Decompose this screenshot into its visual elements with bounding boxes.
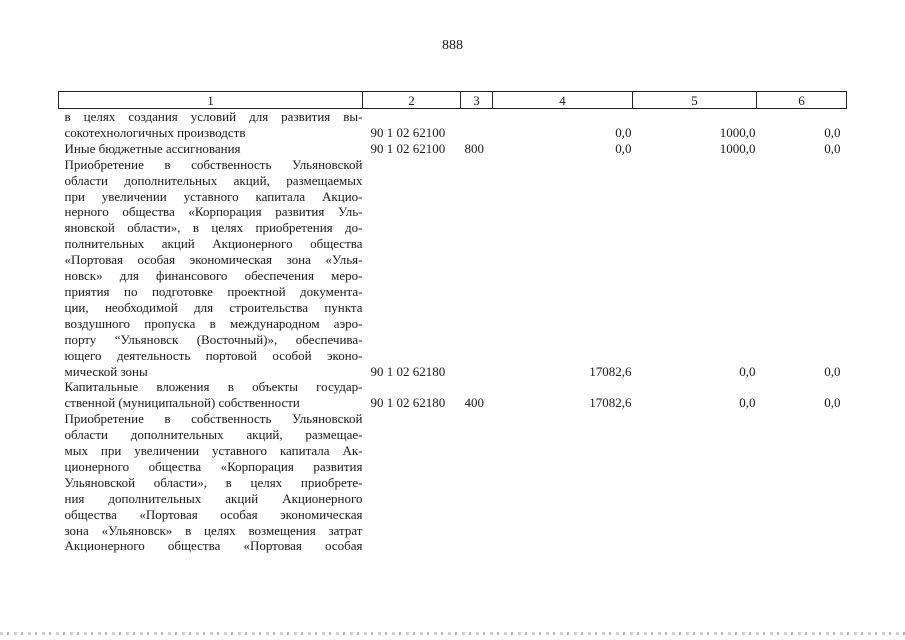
amount-col-5: 0,0 bbox=[739, 363, 756, 379]
row-description bbox=[59, 109, 363, 141]
header-col-6: 6 bbox=[757, 92, 847, 109]
row-description bbox=[59, 157, 363, 380]
target-article-code: 90 1 02 62100 bbox=[370, 124, 446, 140]
amount-col-4: 17082,6 bbox=[589, 395, 632, 411]
table-row bbox=[59, 141, 847, 157]
target-article-code bbox=[363, 411, 461, 554]
description-line: зона «Ульяновск» в целях возмещения затрат bbox=[64, 522, 363, 538]
header-col-3: 3 bbox=[461, 92, 493, 109]
amount-col-5: 1000,0 bbox=[719, 124, 756, 140]
target-article-code: 90 1 02 62180 bbox=[370, 395, 446, 411]
page-number: 888 bbox=[442, 38, 463, 53]
description-line: ющего деятельность портовой особой эконо- bbox=[64, 347, 363, 363]
description-line: новск» для финансового обеспечения меро- bbox=[64, 268, 363, 284]
description-line: Приобретение в собственность Ульяновской bbox=[64, 411, 363, 427]
description-line: ния дополнительных акций Акционерного bbox=[64, 490, 363, 506]
description-line: области дополнительных акций, размещаемых bbox=[64, 172, 363, 188]
row-description bbox=[59, 411, 363, 554]
description-line: воздушного пропуска в международном аэро- bbox=[64, 315, 363, 331]
description-line: Ульяновской области», в целях приобрете- bbox=[64, 474, 363, 490]
amount-col-5 bbox=[633, 411, 757, 554]
expense-type-code bbox=[461, 109, 493, 141]
expense-type-code bbox=[461, 411, 493, 554]
description-line: при увеличении уставного капитала Акцио- bbox=[64, 188, 363, 204]
amount-col-6: 0,0 bbox=[824, 363, 841, 379]
description-line: мых при увеличении уставного капитала Ак- bbox=[64, 443, 363, 459]
header-col-4: 4 bbox=[493, 92, 633, 109]
expense-type-code bbox=[461, 157, 493, 380]
description-line: Капитальные вложения в объекты государ- bbox=[64, 379, 363, 395]
row-description bbox=[59, 379, 363, 411]
target-article-code: 90 1 02 62100 bbox=[370, 140, 446, 156]
description-line: ции, необходимой для строительства пункта bbox=[64, 299, 363, 315]
header-col-5: 5 bbox=[633, 92, 757, 109]
amount-col-6 bbox=[757, 411, 847, 554]
description-line: ственной (муниципальной) собственности bbox=[64, 395, 300, 411]
expense-type-code: 800 bbox=[464, 140, 484, 156]
scan-artifact-line bbox=[0, 632, 905, 635]
description-line: порту “Ульяновск (Восточный)», обеспечива- bbox=[64, 331, 363, 347]
expense-type-code: 400 bbox=[464, 395, 484, 411]
description-line: приятия по подготовке проектной документа- bbox=[64, 283, 363, 299]
description-line: в целях создания условий для развития вы- bbox=[64, 109, 363, 124]
description-line: сокотехнологичных производств bbox=[64, 124, 246, 140]
amount-col-5: 0,0 bbox=[739, 395, 756, 411]
description-line: Акционерного общества «Портовая особая bbox=[64, 538, 363, 554]
description-line: нерного общества «Корпорация развития Уль- bbox=[64, 204, 363, 220]
amount-col-6: 0,0 bbox=[824, 124, 841, 140]
header-row bbox=[59, 92, 847, 109]
description-line: ционерного общества «Корпорация развития bbox=[64, 458, 363, 474]
description-line: полнительных акций Акционерного общества bbox=[64, 236, 363, 252]
header-col-2: 2 bbox=[363, 92, 461, 109]
amount-col-6: 0,0 bbox=[824, 395, 841, 411]
amount-col-4: 17082,6 bbox=[589, 363, 632, 379]
description-line: мической зоны bbox=[64, 363, 148, 379]
row-description bbox=[59, 141, 363, 157]
table-row bbox=[59, 157, 847, 380]
description-line: области дополнительных акций, размещае- bbox=[64, 427, 363, 443]
amount-col-6: 0,0 bbox=[824, 140, 841, 156]
amount-col-4 bbox=[493, 411, 633, 554]
description-line: «Портовая особая экономическая зона «Улья- bbox=[64, 252, 363, 268]
description-line: яновской области», в целях приобретения до- bbox=[64, 220, 363, 236]
amount-col-4: 0,0 bbox=[615, 140, 632, 156]
target-article-code: 90 1 02 62180 bbox=[370, 363, 446, 379]
description-line: общества «Портовая особая экономическая bbox=[64, 506, 363, 522]
header-col-1: 1 bbox=[59, 92, 363, 109]
amount-col-4: 0,0 bbox=[615, 124, 632, 140]
table-row bbox=[59, 109, 847, 141]
budget-table bbox=[58, 91, 847, 554]
table-row bbox=[59, 411, 847, 554]
amount-col-5: 1000,0 bbox=[719, 140, 756, 156]
description-line: Приобретение в собственность Ульяновской bbox=[64, 156, 363, 172]
table-row bbox=[59, 379, 847, 411]
description-line: Иные бюджетные ассигнования bbox=[64, 140, 241, 156]
